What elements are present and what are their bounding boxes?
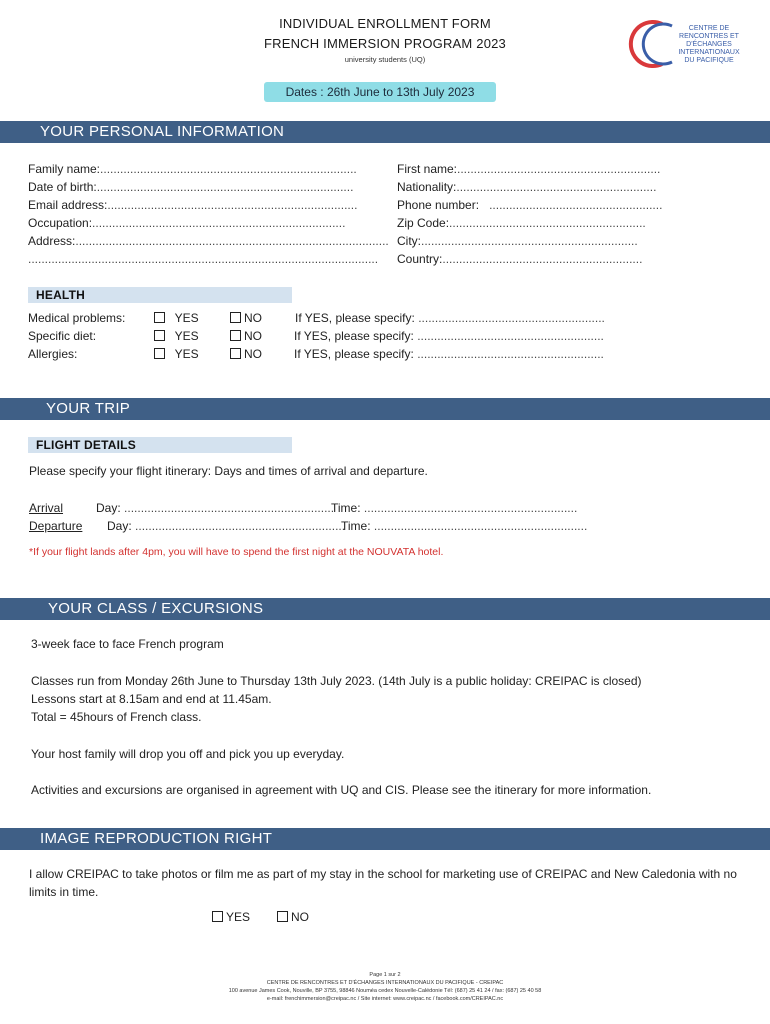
allergies-label: Allergies: xyxy=(28,347,78,361)
departure-label xyxy=(29,518,82,534)
checkbox-icon[interactable] xyxy=(230,348,241,359)
departure-text: Departure xyxy=(29,519,83,533)
specific-diet-label: Specific diet: xyxy=(28,329,97,343)
yes-label: YES xyxy=(174,329,199,343)
health-heading: HEALTH xyxy=(28,287,292,303)
logo-line: RENCONTRES ET xyxy=(679,33,739,40)
zip-code-label: Zip Code: xyxy=(397,216,450,230)
logo-line: DU PACIFIQUE xyxy=(684,57,734,64)
page-number: Page 1 sur 2 xyxy=(369,972,401,978)
logo-line: CENTRE DE xyxy=(688,25,730,32)
checkbox-icon[interactable] xyxy=(230,312,241,323)
medical-no-option[interactable] xyxy=(230,310,262,326)
checkbox-icon[interactable] xyxy=(154,330,165,341)
first-name-label: First name: xyxy=(397,162,458,176)
checkbox-icon[interactable] xyxy=(154,312,165,323)
no-label: NO xyxy=(291,910,309,924)
time-label: Time: xyxy=(341,519,371,533)
day-label: Day: xyxy=(107,519,132,533)
dob-label: Date of birth: xyxy=(28,180,97,194)
allergies-specify-field[interactable]: If YES, please specify: ........................................................ xyxy=(294,347,604,361)
image-consent-yes-option[interactable] xyxy=(212,909,250,925)
no-label: NO xyxy=(244,311,262,325)
day-label: Day: xyxy=(96,501,121,515)
form-title: INDIVIDUAL ENROLLMENT FORM xyxy=(279,16,491,31)
logo-text xyxy=(678,25,740,65)
nationality-field[interactable]: Nationality:............................................................ xyxy=(397,180,657,194)
program-dates-badge: Dates : 26th June to 13th July 2023 xyxy=(264,82,496,102)
section-class-excursions: YOUR CLASS / EXCURSIONS xyxy=(0,598,770,620)
address-field-line2[interactable]: ......................................................................................................... xyxy=(28,252,379,266)
time-label: Time: xyxy=(331,501,361,515)
city-label: City: xyxy=(397,234,421,248)
dob-field[interactable]: Date of birth:............................................................................. xyxy=(28,180,354,194)
departure-time-field[interactable]: Time: ................................................................ xyxy=(341,519,588,533)
family-name-field[interactable]: Family name:............................................................................. xyxy=(28,162,357,176)
phone-label: Phone number: xyxy=(397,198,480,212)
diet-no-option[interactable] xyxy=(230,328,262,344)
hotel-note: *If your flight lands after 4pm, you will have to spend the first night at the NOUVATA hotel. xyxy=(29,546,444,558)
departure-day-field[interactable]: Day: ............................................................... xyxy=(107,519,346,533)
program-title: FRENCH IMMERSION PROGRAM 2023 xyxy=(263,36,506,51)
medical-specify-field[interactable]: If YES, please specify: ........................................................ xyxy=(295,311,605,325)
section-personal-information: YOUR PERSONAL INFORMATION xyxy=(0,121,770,143)
checkbox-icon[interactable] xyxy=(212,911,223,922)
arrival-label xyxy=(29,500,63,516)
email-label: Email address: xyxy=(28,198,108,212)
arrival-day-field[interactable]: Day: ............................................................... xyxy=(96,501,335,515)
footer-org-name: CENTRE DE RENCONTRES ET D'ÉCHANGES INTERNATIONAUX DU PACIFIQUE - CREIPAC xyxy=(266,980,504,986)
address-field[interactable]: Address:.............................................................................................. xyxy=(28,234,389,248)
section-image-reproduction-right: IMAGE REPRODUCTION RIGHT xyxy=(0,828,770,850)
family-name-label: Family name: xyxy=(28,162,101,176)
nationality-label: Nationality: xyxy=(397,180,457,194)
yes-label: YES xyxy=(174,311,199,325)
checkbox-icon[interactable] xyxy=(154,348,165,359)
allergies-no-option[interactable] xyxy=(230,346,262,362)
country-label: Country: xyxy=(397,252,443,266)
total-hours-text: Total = 45hours of French class. xyxy=(31,710,202,724)
activities-text: Activities and excursions are organised in agreement with UQ and CIS. Please see the itinerary for more information. xyxy=(31,783,652,797)
country-field[interactable]: Country:............................................................ xyxy=(397,252,643,266)
image-consent-text: I allow CREIPAC to take photos or film me as part of my stay in the school for marketing use of CREIPAC and New Caledonia with no limits in time. xyxy=(29,867,737,899)
specify-label: If YES, please specify: xyxy=(294,329,414,343)
medical-problems-label: Medical problems: xyxy=(28,311,126,325)
program-format-text: 3-week face to face French program xyxy=(31,637,224,651)
email-field[interactable]: Email address:........................................................................... xyxy=(28,198,358,212)
specify-label: If YES, please specify: xyxy=(294,347,414,361)
checkbox-icon[interactable] xyxy=(277,911,288,922)
host-family-text: Your host family will drop you off and pick you up everyday. xyxy=(31,747,345,761)
diet-yes-option[interactable] xyxy=(154,328,199,344)
phone-field[interactable]: Phone number: .................................................... xyxy=(397,198,663,212)
address-label: Address: xyxy=(28,234,76,248)
logo-line: D'ÉCHANGES xyxy=(686,41,732,48)
flight-instruction: Please specify your flight itinerary: Days and times of arrival and departure. xyxy=(29,464,428,478)
arrival-text: Arrival xyxy=(29,501,64,515)
medical-yes-option[interactable] xyxy=(154,310,199,326)
image-consent-no-option[interactable] xyxy=(277,909,309,925)
allergies-yes-option[interactable] xyxy=(154,346,199,362)
class-schedule-text: Classes run from Monday 26th June to Thursday 13th July 2023. (14th July is a public holiday: CREIPAC is closed) xyxy=(31,674,642,688)
occupation-field[interactable]: Occupation:............................................................................ xyxy=(28,216,346,230)
audience-subtitle: university students (UQ) xyxy=(344,55,426,64)
creipac-logo xyxy=(622,18,740,70)
section-your-trip: YOUR TRIP xyxy=(0,398,770,420)
yes-label: YES xyxy=(226,910,251,924)
diet-specify-field[interactable]: If YES, please specify: ........................................................ xyxy=(294,329,604,343)
flight-details-heading: FLIGHT DETAILS xyxy=(28,437,292,453)
footer-address: 100 avenue James Cook, Nouville, BP 3755, 98846 Nouméa cedex Nouvelle-Calédonie Tél: (687) 25 41 24 / fax: (687) 25 40 58 xyxy=(228,988,542,994)
specify-label: If YES, please specify: xyxy=(295,311,415,325)
no-label: NO xyxy=(244,329,262,343)
footer-contact: e-mail: frenchimmersion@creipac.nc / Site internet: www.creipac.nc / facebook.com/CREIPAC.nc xyxy=(266,996,504,1002)
zip-code-field[interactable]: Zip Code:........................................................... xyxy=(397,216,646,230)
arrival-time-field[interactable]: Time: ................................................................ xyxy=(331,501,578,515)
checkbox-icon[interactable] xyxy=(230,330,241,341)
lesson-hours-text: Lessons start at 8.15am and end at 11.45am. xyxy=(31,692,272,706)
occupation-label: Occupation: xyxy=(28,216,93,230)
city-field[interactable]: City:................................................................. xyxy=(397,234,638,248)
yes-label: YES xyxy=(174,347,199,361)
logo-line: INTERNATIONAUX xyxy=(678,49,740,56)
first-name-field[interactable]: First name:............................................................. xyxy=(397,162,661,176)
no-label: NO xyxy=(244,347,262,361)
